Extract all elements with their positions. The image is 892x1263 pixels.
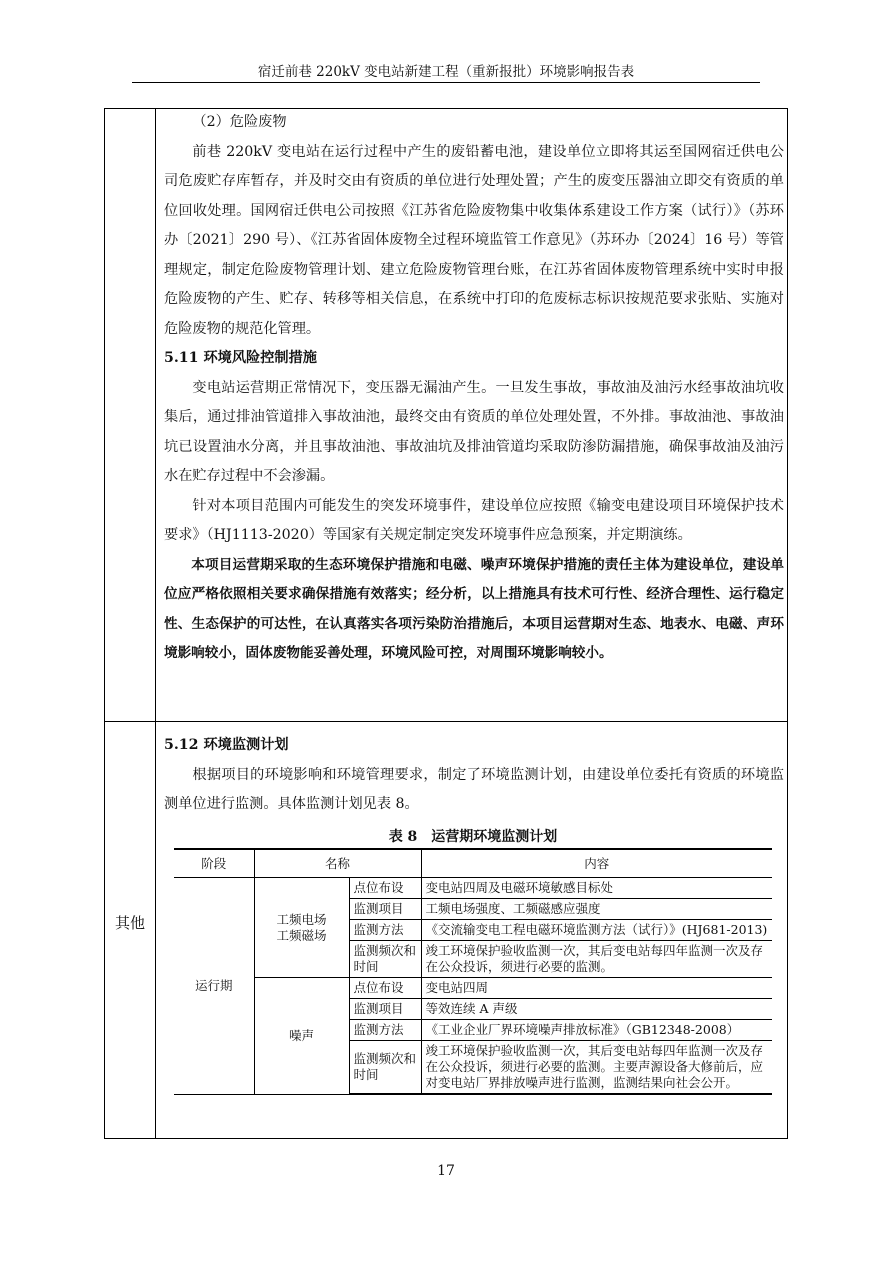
group-name-line: 工频磁场	[276, 927, 327, 943]
monitoring-section	[164, 731, 784, 820]
content-cell: 《工业企业厂界环境噪声排放标准》（GB12348-2008）	[421, 1020, 772, 1041]
content-cell: 竣工环境保护验收监测一次，其后变电站每四年监测一次及存在公众投诉，须进行必要的监测。	[421, 941, 772, 978]
monitoring-plan-table	[174, 848, 772, 1095]
monitoring-paragraph: 根据项目的环境影响和环境管理要求，制定了环境监测计划，由建设单位委托有资质的环境监测单位进行监测。具体监测计划见表 8。	[164, 766, 784, 812]
content-cell: 工频电场强度、工频磁感应强度	[421, 899, 772, 920]
table-header-row	[174, 849, 772, 878]
group-name-line: 工频电场	[276, 911, 327, 927]
group-name-cell	[254, 878, 349, 978]
conclusion-paragraph: 本项目运营期采取的生态环境保护措施和电磁、噪声环境保护措施的责任主体为建设单位，建设单位应严格依照相关要求确保措施有效落实；经分析，以上措施具有技术可行性、经济合理性、运行稳定性、生态保护的可达性，在认真落实各项污染防治措施后，本项目运营期对生态、地表水、电磁、声环境影响较小，固体废物能妥善处理，环境风险可控，对周围环境影响较小。	[164, 556, 784, 661]
page-number: 17	[437, 1163, 455, 1179]
section-5-12-title: 5.12 环境监测计划	[164, 737, 289, 753]
item-cell: 监测项目	[349, 899, 421, 920]
risk-paragraph-1: 变电站运营期正常情况下，变压器无漏油产生。一旦发生事故，事故油及油污水经事故油坑收集后，通过排油管道排入事故油池，最终交由有资质的单位处理处置，不外排。事故油池、事故油坑已设置油水分离，并且事故油池、事故油坑及排油管道均采取防渗防漏措施，确保事故油及油污水在贮存过程中不会渗漏。	[164, 379, 784, 484]
hazardous-waste-paragraph: 前巷 220kV 变电站在运行过程中产生的废铅蓄电池，建设单位立即将其运至国网宿迁供电公司危废贮存库暂存，并及时交由有资质的单位进行处理处置；产生的废变压器油立即交有资质的单位回收处理。国网宿迁供电公司按照《江苏省危险废物集中收集体系建设工作方案（试行）》（苏环办〔2021〕290 号）、《江苏省固体废物全过程环境监管工作意见》（苏环办〔2024〕16 号）等管理规定，制定危险废物管理计划、建立危险废物管理台账，在江苏省固体废物管理系统中实时申报危险废物的产生、贮存、转移等相关信息，在系统中打印的危废标志标识按规范要求张贴、实施对危险废物的规范化管理。	[164, 143, 784, 337]
section-5-11-title: 5.11 环境风险控制措施	[164, 350, 317, 366]
content-cell: 等效连续 A 声级	[421, 999, 772, 1020]
content-cell: 竣工环境保护验收监测一次，其后变电站每四年监测一次及存在公众投诉，须进行必要的监测。主要声源设备大修前后，应对变电站厂界排放噪声进行监测，监测结果向社会公开。	[421, 1041, 772, 1095]
content-cell: 《交流输变电工程电磁环境监测方法（试行）》(HJ681-2013)	[421, 920, 772, 941]
hazardous-waste-section	[164, 108, 784, 669]
header-name: 名称	[254, 849, 421, 878]
item-cell: 点位布设	[349, 878, 421, 899]
page-header: 宿迁前巷 220kV 变电站新建工程（重新报批）环境影响报告表	[257, 64, 635, 80]
item-cell: 点位布设	[349, 978, 421, 999]
row-divider	[104, 721, 788, 722]
header-rule	[132, 82, 760, 83]
header-content: 内容	[421, 849, 772, 878]
item-cell: 监测方法	[349, 920, 421, 941]
risk-paragraph-2: 针对本项目范围内可能发生的突发环境事件，建设单位应按照《输变电建设项目环境保护技术要求》（HJ1113-2020）等国家有关规定制定突发环境事件应急预案，并定期演练。	[164, 497, 784, 543]
table-8-title: 表 8 运营期环境监测计划	[388, 829, 558, 845]
stage-cell: 运行期	[174, 878, 254, 1095]
sub-title: （2）危险废物	[192, 114, 287, 130]
item-cell: 监测频次和时间	[349, 941, 421, 978]
group-name-cell: 噪声	[254, 978, 349, 1095]
column-divider	[155, 108, 156, 1139]
header-stage: 阶段	[174, 849, 254, 878]
table-row	[174, 878, 772, 899]
content-cell: 变电站四周及电磁环境敏感目标处	[421, 878, 772, 899]
item-cell: 监测方法	[349, 1020, 421, 1041]
side-label-other: 其他	[114, 914, 145, 932]
item-cell: 监测项目	[349, 999, 421, 1020]
item-cell: 监测频次和时间	[349, 1041, 421, 1095]
table-row	[174, 978, 772, 999]
content-cell: 变电站四周	[421, 978, 772, 999]
